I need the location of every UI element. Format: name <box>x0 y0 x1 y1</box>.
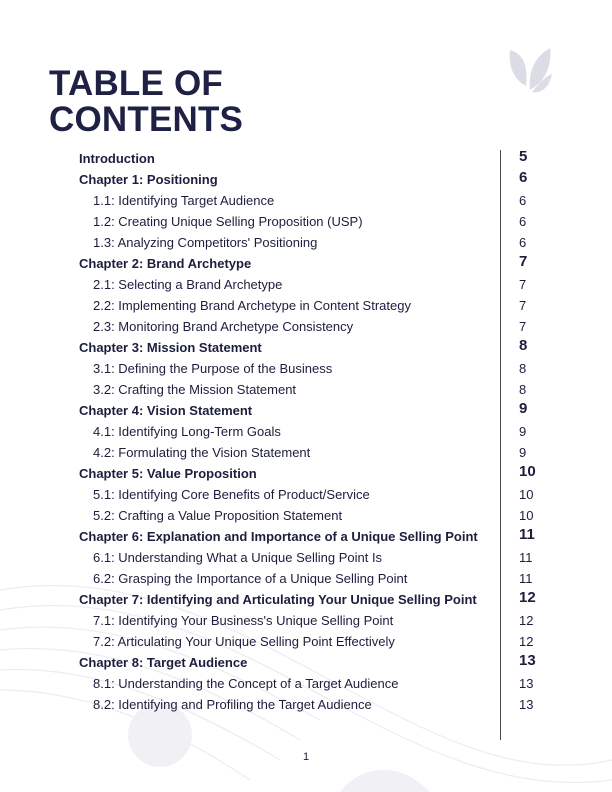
toc-section-row[interactable] <box>79 505 539 526</box>
toc-entry-label: Chapter 6: Explanation and Importance of a Unique Selling Point <box>79 529 478 544</box>
toc-section-row[interactable] <box>79 211 539 232</box>
toc-entry-label: Chapter 8: Target Audience <box>79 655 248 670</box>
toc-section-row[interactable] <box>79 484 539 505</box>
toc-entry-label: 6.2: Grasping the Importance of a Unique Selling Point <box>93 571 408 586</box>
page-number-divider <box>500 150 501 740</box>
toc-section-row[interactable] <box>79 694 539 715</box>
toc-entry-label: 1.1: Identifying Target Audience <box>93 193 275 208</box>
table-of-contents <box>79 148 539 715</box>
toc-entry-label: 6.1: Understanding What a Unique Selling Point Is <box>93 550 383 565</box>
toc-page-number: 5 <box>519 148 528 165</box>
footer-page-number: 1 <box>302 751 310 763</box>
toc-entry-label: 8.2: Identifying and Profiling the Target Audience <box>93 697 372 712</box>
toc-chapter-row[interactable] <box>79 463 539 484</box>
toc-chapter-row[interactable] <box>79 526 539 547</box>
title-line-2: CONTENTS <box>49 100 244 139</box>
toc-page-number: 6 <box>519 169 528 186</box>
toc-page-number: 6 <box>519 235 527 250</box>
toc-section-row[interactable] <box>79 190 539 211</box>
toc-page-number: 7 <box>519 253 528 270</box>
toc-section-row[interactable] <box>79 379 539 400</box>
toc-page-number: 11 <box>519 526 535 543</box>
toc-chapter-row[interactable] <box>79 400 539 421</box>
toc-chapter-row[interactable] <box>79 652 539 673</box>
toc-page-number: 8 <box>519 361 527 376</box>
toc-page-number: 7 <box>519 277 527 292</box>
toc-page-number: 6 <box>519 214 527 229</box>
toc-chapter-row[interactable] <box>79 337 539 358</box>
toc-entry-label: 3.2: Crafting the Mission Statement <box>93 382 297 397</box>
toc-page-number: 13 <box>519 697 534 712</box>
toc-entry-label: Chapter 7: Identifying and Articulating Your Unique Selling Point <box>79 592 477 607</box>
toc-entry-label: 8.1: Understanding the Concept of a Target Audience <box>93 676 399 691</box>
toc-entry-label: 2.1: Selecting a Brand Archetype <box>93 277 283 292</box>
toc-entry-label: 5.2: Crafting a Value Proposition Statement <box>93 508 343 523</box>
toc-section-row[interactable] <box>79 295 539 316</box>
toc-page-number: 8 <box>519 337 528 354</box>
toc-entry-label: 3.1: Defining the Purpose of the Business <box>93 361 333 376</box>
toc-entry-label: 4.1: Identifying Long-Term Goals <box>93 424 281 439</box>
toc-section-row[interactable] <box>79 316 539 337</box>
toc-page-number: 9 <box>519 400 528 417</box>
toc-page-number: 11 <box>519 571 533 586</box>
toc-entry-label: Chapter 5: Value Proposition <box>79 466 257 481</box>
toc-entry-label: 7.2: Articulating Your Unique Selling Point Effectively <box>93 634 395 649</box>
toc-entry-label: Chapter 1: Positioning <box>79 172 218 187</box>
toc-entry-label: Chapter 3: Mission Statement <box>79 340 262 355</box>
toc-page-number: 10 <box>519 463 536 480</box>
toc-page-number: 11 <box>519 550 533 565</box>
toc-chapter-row[interactable] <box>79 169 539 190</box>
toc-page-number: 7 <box>519 298 527 313</box>
toc-page-number: 13 <box>519 676 534 691</box>
toc-entry-label: 7.1: Identifying Your Business's Unique Selling Point <box>93 613 394 628</box>
toc-entry-label: 2.3: Monitoring Brand Archetype Consistency <box>93 319 354 334</box>
toc-section-row[interactable] <box>79 232 539 253</box>
toc-page-number: 9 <box>519 424 527 439</box>
toc-page-number: 6 <box>519 193 527 208</box>
toc-page-number: 12 <box>519 613 534 628</box>
toc-section-row[interactable] <box>79 442 539 463</box>
toc-chapter-row[interactable] <box>79 148 539 169</box>
toc-entry-label: Chapter 4: Vision Statement <box>79 403 253 418</box>
toc-section-row[interactable] <box>79 421 539 442</box>
toc-entry-label: 5.1: Identifying Core Benefits of Product/Service <box>93 487 370 502</box>
title-line-1: TABLE OF <box>49 64 223 103</box>
toc-page-number: 9 <box>519 445 527 460</box>
toc-page-number: 13 <box>519 652 536 669</box>
toc-entry-label: 2.2: Implementing Brand Archetype in Content Strategy <box>93 298 411 313</box>
toc-entry-label: 1.2: Creating Unique Selling Proposition (USP) <box>93 214 363 229</box>
toc-page-number: 12 <box>519 589 536 606</box>
toc-page-number: 10 <box>519 487 534 502</box>
toc-section-row[interactable] <box>79 274 539 295</box>
toc-page-number: 12 <box>519 634 534 649</box>
toc-section-row[interactable] <box>79 547 539 568</box>
toc-page-number: 10 <box>519 508 534 523</box>
leaf-logo-icon <box>506 46 554 96</box>
toc-section-row[interactable] <box>79 358 539 379</box>
toc-section-row[interactable] <box>79 568 539 589</box>
toc-entry-label: Chapter 2: Brand Archetype <box>79 256 252 271</box>
toc-chapter-row[interactable] <box>79 589 539 610</box>
toc-page-number: 7 <box>519 319 527 334</box>
toc-section-row[interactable] <box>79 610 539 631</box>
toc-entry-label: 1.3: Analyzing Competitors' Positioning <box>93 235 318 250</box>
toc-section-row[interactable] <box>79 631 539 652</box>
toc-entry-label: 4.2: Formulating the Vision Statement <box>93 445 311 460</box>
toc-entry-label: Introduction <box>79 151 155 166</box>
toc-section-row[interactable] <box>79 673 539 694</box>
toc-page-number: 8 <box>519 382 527 397</box>
toc-chapter-row[interactable] <box>79 253 539 274</box>
page-title <box>49 66 243 138</box>
